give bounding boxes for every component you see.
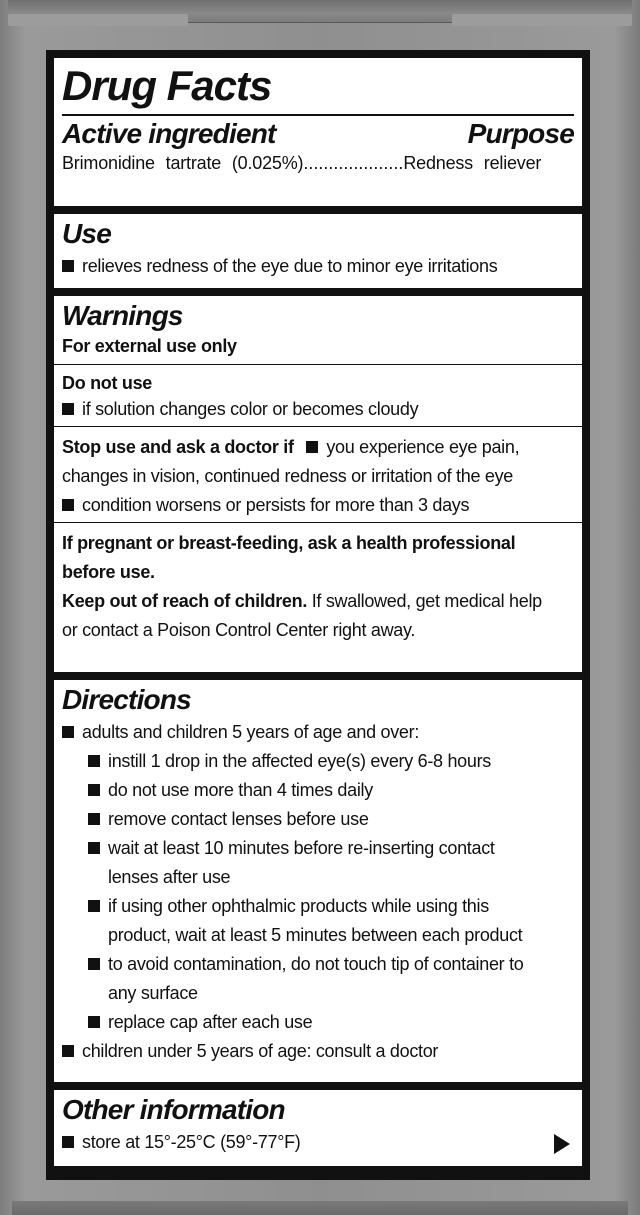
stop-use-heading: Stop use and ask a doctor if (62, 437, 294, 457)
directions-sub-4a: wait at least 10 minutes before re-inserting contact (108, 838, 495, 858)
square-bullet-icon (62, 726, 74, 738)
flap-notch-left (8, 14, 188, 26)
external-use-text: For external use only (62, 336, 237, 356)
use-section (54, 214, 582, 288)
ingredient-name: Brimonidine tartrate (0.025%) (62, 153, 304, 173)
box-top-flap (8, 0, 632, 23)
square-bullet-icon (88, 958, 100, 970)
use-heading: Use (62, 218, 111, 249)
play-arrow-icon (554, 1134, 570, 1154)
directions-section (54, 680, 582, 1082)
square-bullet-icon (62, 1136, 74, 1148)
other-information-heading: Other information (62, 1094, 285, 1125)
divider (54, 364, 582, 365)
warnings-heading: Warnings (62, 300, 183, 331)
drug-facts-panel (46, 50, 590, 1180)
directions-children: children under 5 years of age: consult a doctor (82, 1041, 439, 1061)
list-item (88, 892, 574, 921)
directions-heading: Directions (62, 684, 191, 715)
active-ingredient-heading: Active ingredient (62, 118, 276, 149)
storage-item: store at 15°-25°C (59°-77°F) (82, 1132, 301, 1152)
drug-facts-header-section (54, 58, 582, 206)
directions-sub-7: replace cap after each use (108, 1012, 313, 1032)
square-bullet-icon (88, 1016, 100, 1028)
keep-out-bold: Keep out of reach of children. (62, 591, 308, 611)
list-item (88, 834, 574, 863)
flap-notch-right (452, 14, 632, 26)
do-not-use-heading: Do not use (62, 373, 152, 393)
square-bullet-icon (88, 784, 100, 796)
directions-sub-6b: any surface (108, 983, 198, 1003)
directions-sub-5b: product, wait at least 5 minutes between each product (108, 925, 523, 945)
pregnant-line-1: If pregnant or breast-feeding, ask a health professional (62, 533, 516, 553)
list-item (62, 718, 574, 747)
ingredient-dots: .................... (303, 153, 404, 173)
list-item (88, 1008, 574, 1037)
keep-out-line-2: or contact a Poison Control Center right away. (62, 620, 416, 640)
list-item (62, 395, 574, 424)
directions-adults: adults and children 5 years of age and over: (82, 722, 420, 742)
square-bullet-icon (88, 900, 100, 912)
ingredient-purpose: Redness reliever (403, 153, 542, 173)
list-item (62, 491, 574, 520)
active-ingredient-header-row (62, 116, 574, 152)
square-bullet-icon (88, 755, 100, 767)
purpose-heading: Purpose (467, 118, 574, 149)
list-item (88, 805, 574, 834)
list-item (62, 252, 574, 281)
pregnant-line-2: before use. (62, 562, 155, 582)
stop-use-line-2: changes in vision, continued redness or irritation of the eye (62, 466, 513, 486)
square-bullet-icon (306, 441, 318, 453)
drug-facts-title: Drug Facts (62, 62, 272, 109)
square-bullet-icon (62, 260, 74, 272)
do-not-use-item: if solution changes color or becomes cloudy (82, 399, 419, 419)
square-bullet-icon (88, 813, 100, 825)
list-item (62, 1037, 574, 1066)
other-information-section (54, 1090, 582, 1166)
divider (54, 426, 582, 427)
box-bottom-edge (12, 1201, 628, 1215)
list-item (88, 776, 574, 805)
list-item (88, 747, 574, 776)
warnings-section (54, 296, 582, 672)
stop-use-item-2: condition worsens or persists for more than 3 days (82, 495, 470, 515)
stop-use-line-1 (62, 433, 574, 462)
square-bullet-icon (62, 403, 74, 415)
list-item (88, 950, 574, 979)
use-item-text: relieves redness of the eye due to minor eye irritations (82, 256, 498, 276)
directions-sub-5a: if using other ophthalmic products while using this (108, 896, 489, 916)
keep-out-line-1 (62, 587, 574, 616)
square-bullet-icon (62, 499, 74, 511)
divider (54, 522, 582, 523)
list-item (62, 1128, 574, 1157)
square-bullet-icon (62, 1045, 74, 1057)
keep-out-rest: If swallowed, get medical help (307, 591, 542, 611)
stop-use-item-1a: you experience eye pain, (326, 437, 520, 457)
square-bullet-icon (88, 842, 100, 854)
directions-sub-4b: lenses after use (108, 867, 231, 887)
directions-sub-6a: to avoid contamination, do not touch tip of container to (108, 954, 524, 974)
directions-sub-3: remove contact lenses before use (108, 809, 369, 829)
directions-sub-1: instill 1 drop in the affected eye(s) every 6-8 hours (108, 751, 491, 771)
directions-sublist (62, 747, 574, 1037)
active-ingredient-row (62, 152, 574, 174)
directions-sub-2: do not use more than 4 times daily (108, 780, 373, 800)
